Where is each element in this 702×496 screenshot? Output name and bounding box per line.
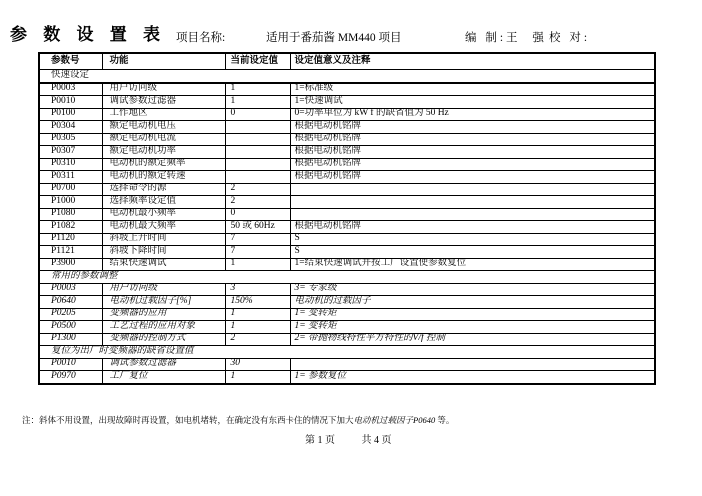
proofread-by-label: 校 对:	[549, 32, 591, 44]
meaning-cell: 根据电动机铭牌	[290, 221, 655, 234]
table-row	[39, 321, 655, 334]
table-row	[39, 221, 655, 234]
meaning-cell: 根据电动机铭牌	[290, 121, 655, 134]
value-cell: 2	[225, 196, 290, 209]
meaning-cell: 根据电动机铭牌	[290, 171, 655, 184]
table-row	[39, 333, 655, 346]
value-cell: 0	[225, 108, 290, 121]
function-cell: 变频器的控制方式	[102, 333, 225, 346]
table-row	[39, 183, 655, 196]
section-row	[39, 346, 655, 359]
footnote-text: 注：斜体不用设置，出现故障时再设置，如电机堵转，在确定没有东西卡住的情况下加大	[22, 415, 354, 425]
meaning-cell: 电动机的过载因子	[290, 296, 655, 309]
function-cell: 额定电动机电流	[102, 133, 225, 146]
value-cell: 2	[225, 183, 290, 196]
table-row	[39, 96, 655, 109]
param-cell: P0970	[39, 371, 102, 384]
param-cell: P0010	[39, 96, 102, 109]
value-cell: 1	[225, 308, 290, 321]
table-row	[39, 108, 655, 121]
function-cell: 调试参数过滤器	[102, 358, 225, 371]
table-row	[39, 246, 655, 259]
table-row	[39, 283, 655, 296]
meaning-cell: S	[290, 233, 655, 246]
param-cell: P1000	[39, 196, 102, 209]
function-cell: 用户访问级	[102, 283, 225, 296]
param-cell: P0205	[39, 308, 102, 321]
param-cell: P0311	[39, 171, 102, 184]
function-cell: 电动机的额定频率	[102, 158, 225, 171]
page-title: 参 数 设 置 表	[10, 25, 166, 44]
meaning-cell	[290, 183, 655, 196]
value-cell: 1	[225, 321, 290, 334]
value-cell	[225, 133, 290, 146]
function-cell: 工厂复位	[102, 371, 225, 384]
function-cell: 额定电动机电压	[102, 121, 225, 134]
param-cell: P0700	[39, 183, 102, 196]
table-row	[39, 371, 655, 384]
function-cell: 电动机过载因子[%]	[102, 296, 225, 309]
page-footer	[305, 431, 416, 446]
param-cell: P1121	[39, 246, 102, 259]
param-cell: P1082	[39, 221, 102, 234]
footnote-suffix: 等。	[435, 415, 455, 425]
function-cell: 电动机最小频率	[102, 208, 225, 221]
column-header-meaning: 设定值意义及注释	[290, 53, 655, 70]
function-cell: 调试参数过滤器	[102, 96, 225, 109]
column-header-current-value: 当前设定值	[225, 53, 290, 70]
value-cell: 1	[225, 371, 290, 384]
table-row	[39, 196, 655, 209]
value-cell	[225, 158, 290, 171]
param-cell: P0305	[39, 133, 102, 146]
value-cell: 3	[225, 283, 290, 296]
param-cell: P1080	[39, 208, 102, 221]
value-cell	[225, 146, 290, 159]
meaning-cell: 1=快速调试	[290, 96, 655, 109]
compiled-by-label: 编 制:	[465, 32, 507, 44]
value-cell: 2	[225, 333, 290, 346]
table-row	[39, 308, 655, 321]
value-cell: 0	[225, 208, 290, 221]
value-cell	[225, 171, 290, 184]
meaning-cell	[290, 208, 655, 221]
meaning-cell: S	[290, 246, 655, 259]
function-cell: 工作地区	[102, 108, 225, 121]
table-row	[39, 171, 655, 184]
value-cell: 150%	[225, 296, 290, 309]
function-cell: 工艺过程的应用对象	[102, 321, 225, 334]
value-cell: 7	[225, 233, 290, 246]
param-cell: P0307	[39, 146, 102, 159]
table-row	[39, 158, 655, 171]
value-cell: 7	[225, 246, 290, 259]
function-cell: 斜坡下降时间	[102, 246, 225, 259]
table-row	[39, 133, 655, 146]
value-cell	[225, 121, 290, 134]
param-cell: P0003	[39, 283, 102, 296]
function-cell: 结束快速调试	[102, 258, 225, 271]
table-row	[39, 121, 655, 134]
param-cell: P0010	[39, 358, 102, 371]
project-name-label: 项目名称:	[176, 32, 226, 44]
meaning-cell: 1= 变转矩	[290, 308, 655, 321]
meaning-cell: 1=结束快速调试并按工厂设置使参数复位	[290, 258, 655, 271]
meaning-cell	[290, 358, 655, 371]
param-cell: P3900	[39, 258, 102, 271]
meaning-cell: 0=功率单位为 kW f 的缺省值为 50 Hz	[290, 108, 655, 121]
table-row	[39, 208, 655, 221]
function-cell: 电动机的额定转速	[102, 171, 225, 184]
value-cell: 1	[225, 83, 290, 96]
meaning-cell: 1=标准级	[290, 83, 655, 96]
meaning-cell: 1= 参数复位	[290, 371, 655, 384]
table-header-row	[39, 53, 655, 70]
table-row	[39, 296, 655, 309]
function-cell: 斜坡上升时间	[102, 233, 225, 246]
function-cell: 额定电动机功率	[102, 146, 225, 159]
param-cell: P0500	[39, 321, 102, 334]
section-row	[39, 70, 655, 83]
table-row	[39, 83, 655, 96]
table-row	[39, 146, 655, 159]
param-cell: P0640	[39, 296, 102, 309]
table-row	[39, 258, 655, 271]
param-cell: P1120	[39, 233, 102, 246]
function-cell: 电动机最大频率	[102, 221, 225, 234]
footnote-italic-text: 电动机过载因子P0640	[353, 415, 436, 425]
column-header-param: 参数号	[39, 53, 102, 70]
function-cell: 用户访问级	[102, 83, 225, 96]
page-number: 第 1 页	[305, 435, 335, 446]
section-label: 常用的参数调整	[39, 271, 655, 284]
meaning-cell: 根据电动机铭牌	[290, 158, 655, 171]
param-cell: P0100	[39, 108, 102, 121]
section-label: 复位为出厂时变频器的缺省设置值	[39, 346, 655, 359]
parameter-table	[38, 52, 656, 385]
table-row	[39, 358, 655, 371]
footnote	[22, 414, 454, 426]
meaning-cell: 1= 变转矩	[290, 321, 655, 334]
meaning-cell: 2= 带抛物线特性平方特性的V/f 控制	[290, 333, 655, 346]
param-cell: P0003	[39, 83, 102, 96]
column-header-function: 功能	[102, 53, 225, 70]
meaning-cell	[290, 196, 655, 209]
param-cell: P1300	[39, 333, 102, 346]
value-cell: 30	[225, 358, 290, 371]
function-cell: 选择命令的源	[102, 183, 225, 196]
section-row	[39, 271, 655, 284]
section-label: 快速设定	[39, 70, 655, 83]
param-cell: P0310	[39, 158, 102, 171]
meaning-cell: 3= 专家级	[290, 283, 655, 296]
project-name-value: 适用于番茄酱 MM440 项目	[266, 32, 402, 44]
compiled-by-name: 王 强	[506, 32, 550, 44]
param-cell: P0304	[39, 121, 102, 134]
meaning-cell: 根据电动机铭牌	[290, 133, 655, 146]
value-cell: 1	[225, 96, 290, 109]
function-cell: 变频器的应用	[102, 308, 225, 321]
table-row	[39, 233, 655, 246]
value-cell: 1	[225, 258, 290, 271]
params-table-body	[39, 70, 655, 384]
meaning-cell: 根据电动机铭牌	[290, 146, 655, 159]
function-cell: 选择频率设定值	[102, 196, 225, 209]
page-total: 共 4 页	[361, 435, 392, 446]
value-cell: 50 或 60Hz	[225, 221, 290, 234]
